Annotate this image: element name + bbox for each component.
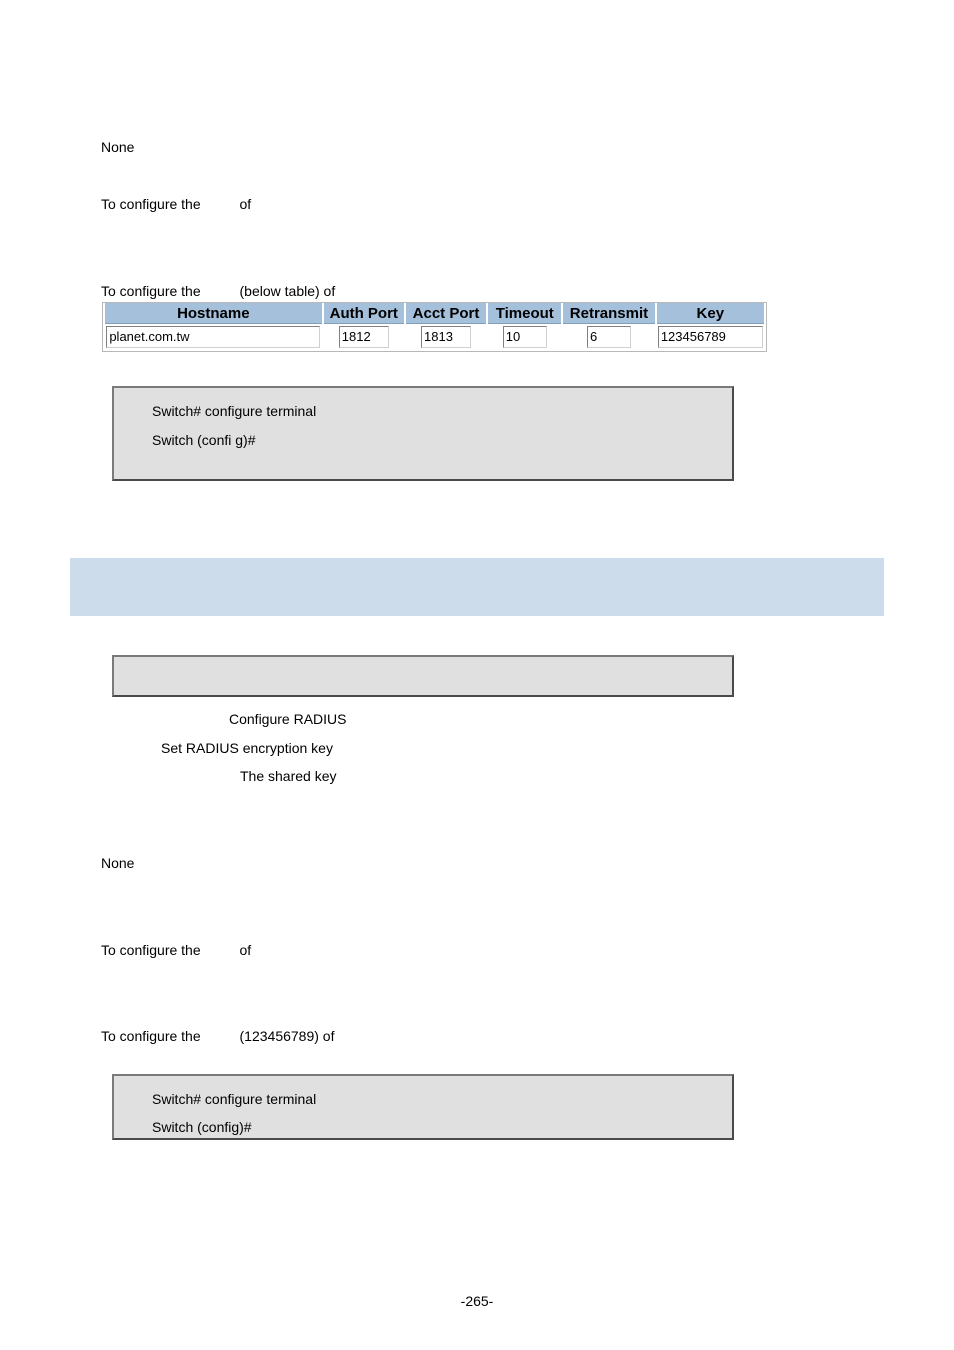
key-field[interactable]: 123456789 [658,326,763,348]
parameter-description: The shared key [240,768,337,784]
column-header-acct-port: Acct Port [406,303,486,324]
code-line: Switch# configure terminal [152,1091,317,1107]
section-heading-band [70,558,884,616]
parameter-description: Set RADIUS encryption key [161,740,333,756]
column-header-timeout: Timeout [488,303,561,324]
default-value-text: None [101,855,135,871]
code-line: Switch (config)# [152,1119,252,1135]
example-intro-text: To configure the (below table) of [101,283,336,299]
column-header-retransmit: Retransmit [563,303,654,324]
code-line: Switch# configure terminal [152,403,317,419]
usage-text: To configure the of [101,196,252,212]
acct-port-field[interactable]: 1813 [421,326,471,348]
column-header-auth-port: Auth Port [324,303,404,324]
column-header-hostname: Hostname [105,303,322,324]
radius-server-table [102,302,767,352]
parameter-description: Configure RADIUS [229,711,347,727]
page-number: -265- [460,1293,494,1309]
retransmit-field[interactable]: 6 [587,326,631,348]
example-code-box [112,386,734,481]
timeout-field[interactable]: 10 [503,326,547,348]
column-header-key: Key [657,303,764,324]
usage-text: To configure the of [101,942,252,958]
default-value-text: None [101,139,135,155]
hostname-field[interactable]: planet.com.tw [106,326,320,348]
syntax-box [112,655,734,697]
example-intro-text: To configure the (123456789) of [101,1028,335,1044]
table-row [105,324,764,351]
example-code-box [112,1074,734,1140]
auth-port-field[interactable]: 1812 [339,326,389,348]
table-header-row [105,303,764,324]
code-line: Switch (confi g)# [152,432,256,448]
